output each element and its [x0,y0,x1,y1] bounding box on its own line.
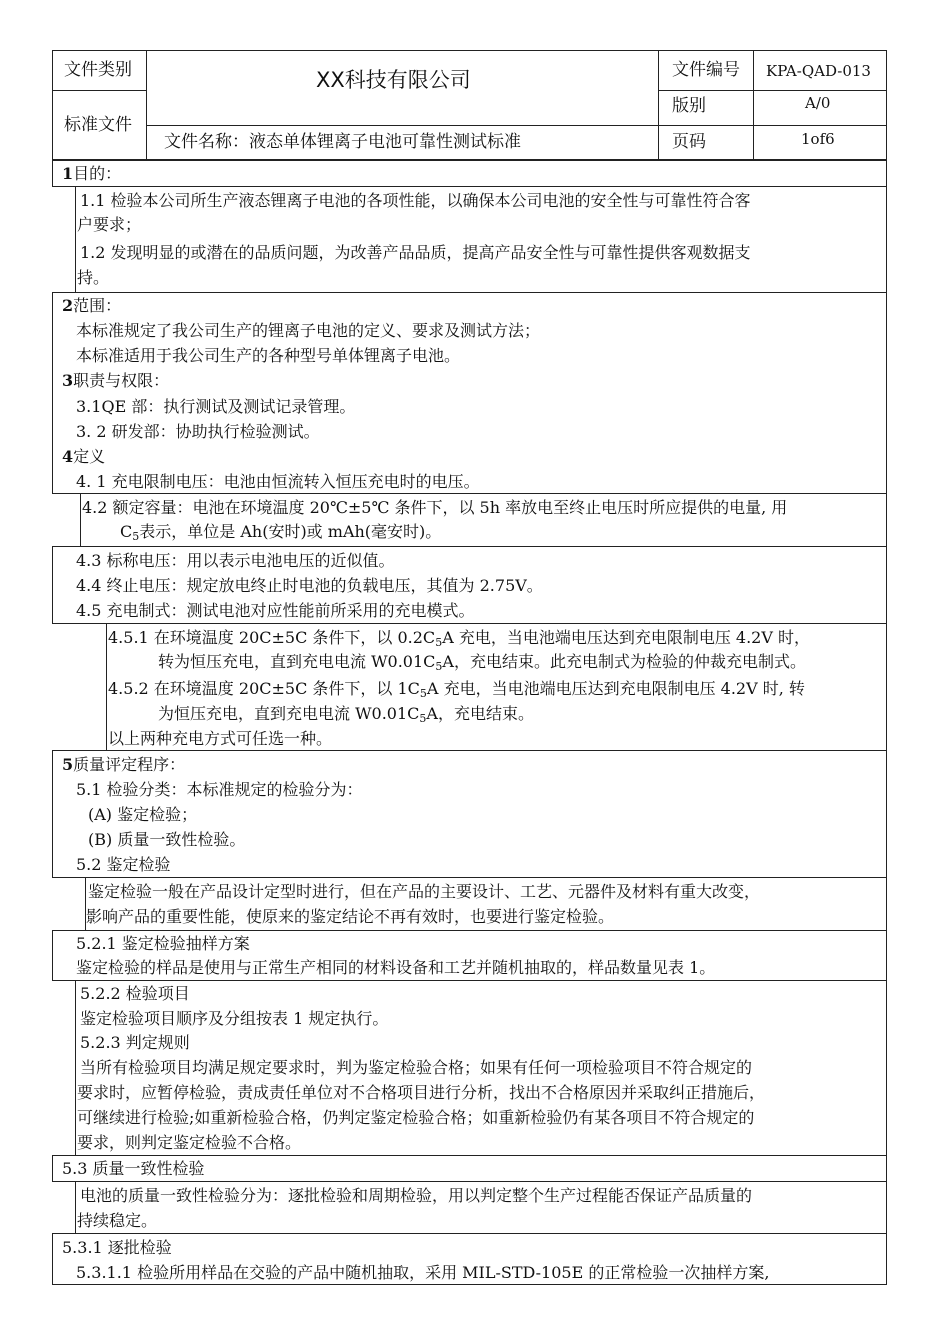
section-3-heading: 3职责与权限： [62,371,170,390]
qa-5-3-para-1: 电池的质量一致性检验分为：逐批检验和周期检验，用以判定整个生产过程能否保证产品质量的 [80,1186,753,1205]
qa-5-2-para-2: 影响产品的重要性能，使原来的鉴定结论不再有效时，也要进行鉴定检验。 [86,907,615,926]
def-4-2-cont: $C_5$表示，单位是 Ah(安时)或 mAh(毫安时)。 [120,522,442,543]
qa-5-2-3-para-2: 要求时，应暂停检验，责成责任单位对不合格项目进行分析，找出不合格原因并采取纠正措施后， [77,1083,766,1102]
doc-no-label: 文件编号 [672,60,740,80]
charge-4-5-2: 4.5.2 在环境温度 20C±5C 条件下，以 $1C_5A$ 充电，当电池端电压达到充电限制电压 4.2V 时, 转 [108,679,805,700]
qa-5-2-3: 5.2.3 判定规则 [80,1033,190,1052]
qa-5-3-1: 5.3.1 逐批检验 [62,1238,172,1257]
section-1-title-box [52,160,887,187]
standard-doc-label: 标准文件 [64,115,132,135]
qa-5-2-1-para: 鉴定检验的样品是使用与正常生产相同的材料设备和工艺并随机抽取的，样品数量见表 1。 [76,958,716,977]
scope-line-1: 本标准规定了我公司生产的锂离子电池的定义、要求及测试方法； [76,321,541,340]
qa-5-1-b: (B) 质量一致性检验。 [88,830,246,849]
def-4-4: 4.4 终止电压：规定放电终止时电池的负载电压，其值为 2.75V。 [76,576,543,595]
purpose-1-1: 1.1 检验本公司所生产液态锂离子电池的各项性能，以确保本公司电池的安全性与可靠性符合客 [80,191,751,210]
purpose-1-1-cont: 户要求； [77,215,142,234]
file-name: 文件名称：液态单体锂离子电池可靠性测试标准 [164,132,521,152]
def-4-5: 4.5 充电制式：测试电池对应性能前所采用的充电模式。 [76,601,475,620]
def-4-1: 4. 1 充电限制电压：电池由恒流转入恒压充电时的电压。 [76,472,480,491]
qa-5-3: 5.3 质量一致性检验 [62,1159,205,1178]
doc-no: KPA-QAD-013 [766,62,871,80]
page-label: 页码 [672,132,706,152]
charge-4-5-1: 4.5.1 在环境温度 20C±5C 条件下，以 $0.2C_5A$ 充电，当电池端电压达到充电限制电压 4.2V 时， [108,628,811,649]
section-5-heading: 5质量评定程序： [62,755,186,774]
qa-5-2-3-para-1: 当所有检验项目均满足规定要求时，判为鉴定检验合格；如果有任何一项检验项目不符合规定的 [80,1058,753,1077]
duty-3-1: 3.1QE 部：执行测试及测试记录管理。 [76,397,356,416]
qa-5-2-2: 5.2.2 检验项目 [80,984,190,1003]
qa-5-2-2-para: 鉴定检验项目顺序及分组按表 1 规定执行。 [80,1009,389,1028]
duty-3-2: 3. 2 研发部：协助执行检验测试。 [76,422,320,441]
qa-5-3-1-1: 5.3.1.1 检验所用样品在交验的产品中随机抽取，采用 MIL-STD-105E 的正常检验一次抽样方案, [76,1263,770,1282]
section-1-heading: 1目的： [62,164,122,183]
qa-5-1-a: (A) 鉴定检验； [88,805,198,824]
purpose-1-2: 1.2 发现明显的或潜在的品质问题，为改善产品品质，提高产品安全性与可靠性提供客观数据支 [80,243,751,262]
page-number: 1of6 [801,130,835,148]
qa-5-2-1: 5.2.1 鉴定检验抽样方案 [76,934,250,953]
qa-5-3-para-2: 持续稳定。 [77,1211,158,1230]
version-value: A/0 [805,94,831,112]
def-4-3: 4.3 标称电压：用以表示电池电压的近似值。 [76,551,395,570]
purpose-1-2-cont: 持。 [77,268,110,287]
qa-5-2: 5.2 鉴定检验 [76,855,171,874]
section-4-heading: 4定义 [62,447,106,466]
qa-5-2-3-para-3: 可继续进行检验;如重新检验合格，仍判定鉴定检验合格；如重新检验仍有某各项目不符合规定的 [77,1108,755,1127]
company-name: XX科技有限公司 [316,68,471,92]
qa-5-1: 5.1 检验分类：本标准规定的检验分为： [76,780,363,799]
version-label: 版别 [672,96,706,116]
charge-note: 以上两种充电方式可任选一种。 [108,729,333,748]
scope-line-2: 本标准适用于我公司生产的各种型号单体锂离子电池。 [76,346,461,365]
doc-type-label: 文件类别 [64,60,132,80]
charge-4-5-2-cont: 为恒压充电，直到充电电流 $W0.01C_5A$，充电结束。 [158,704,534,725]
qa-5-2-3-para-4: 要求，则判定鉴定检验不合格。 [77,1133,302,1152]
qa-5-2-para-1: 鉴定检验一般在产品设计定型时进行，但在产品的主要设计、工艺、元器件及材料有重大改变， [88,882,761,901]
def-4-2: 4.2 额定容量：电池在环境温度 20℃±5℃ 条件下，以 5h 率放电至终止电压时所应提供的电量, 用 [82,498,788,517]
charge-4-5-1-cont: 转为恒压充电，直到充电电流 $W0.01C_5A$，充电结束。此充电制式为检验的仲裁充电制式。 [158,652,806,673]
section-2-heading: 2范围： [62,296,122,315]
